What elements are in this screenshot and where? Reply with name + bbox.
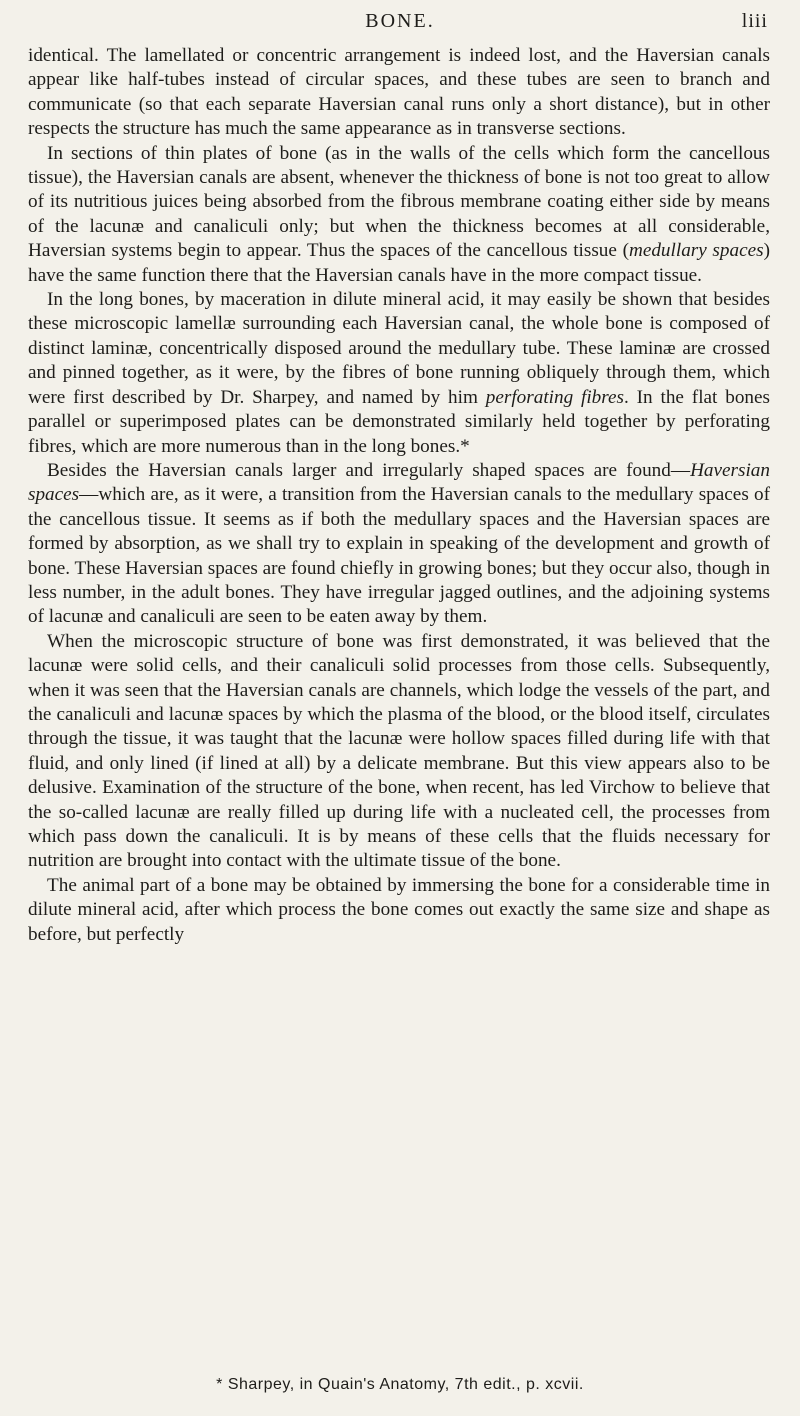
paragraph-3-text-a: In the long bones, by maceration in dilute mineral acid, it may easily be shown that besides these microscopic lamellæ surrounding each Haversian canal, the whole bone is composed of distinct laminæ, concentrically disposed around the medullary tube. These laminæ are crossed and pinned together, as it were, by the fibres of bone running obliquely through them, which were first described by Dr. Sharpey, and named by him bbox=[28, 289, 770, 408]
running-head: BONE. bbox=[365, 10, 435, 32]
paragraph-2-text-a: In sections of thin plates of bone (as in the walls of the cells which form the cancellous tissue), the Haversian canals are absent, whenever the thickness of bone is not too great to allow of its nutritious juices being absorbed from the fibrous membrane coating either side by means of the lacunæ and canaliculi only; but when the thickness becomes at all considerable, Haversian systems begin to appear. Thus the spaces of the cancellous tissue ( bbox=[28, 142, 770, 262]
paragraph-3 bbox=[28, 288, 770, 459]
paragraph-2 bbox=[28, 142, 770, 288]
footnote: * Sharpey, in Quain's Anatomy, 7th edit., p. xcvii. bbox=[216, 1376, 584, 1393]
paragraph-4-text-a: Besides the Haversian canals larger and irregularly shaped spaces are found— bbox=[47, 459, 691, 481]
paragraph-4 bbox=[28, 459, 770, 630]
italic-term-medullary-spaces: medullary spaces bbox=[628, 240, 764, 262]
page-header bbox=[0, 6, 800, 38]
paragraph-5: When the microscopic structure of bone was first demonstrated, it was believed that the lacunæ were solid cells, and their canaliculi solid processes from those cells. Subsequently, when it was seen that the Haversian canals are channels, which lodge the vessels of the part, and the canaliculi and lacunæ spaces by which the plasma of the blood, or the blood itself, circulates through the tissue, it was taught that the lacunæ were hollow spaces filled during life with that fluid, and only lined (if lined at all) by a delicate membrane. But this view appears also to be delusive. Examination of the structure of the bone, when recent, has led Virchow to believe that the so-called lacunæ are really filled up during life with a nucleated cell, the processes from which pass down the canaliculi. It is by means of these cells that the fluids necessary for nutrition are brought into contact with the ultimate tissue of the bone. bbox=[28, 630, 770, 872]
paragraph-1: identical. The lamellated or concentric arrangement is indeed lost, and the Haversian canals appear like half-tubes instead of circular spaces, and these tubes are seen to branch and communicate (so that each separate Haversian canal runs only a short distance), but in other respects the structure has much the same appearance as in transverse sections. bbox=[28, 45, 770, 140]
paragraph-3-text-b: . In the flat bones parallel or superimposed plates can be demonstrated similarly held together by perforating fibres, which are more numerous than in the long bones.* bbox=[28, 386, 770, 457]
paragraph-6: The animal part of a bone may be obtained by immersing the bone for a considerable time in dilute mineral acid, after which process the bone comes out exactly the same size and shape as before, but perfectly bbox=[28, 874, 770, 945]
page-number: liii bbox=[741, 10, 768, 32]
paragraph-2-text-b: ) have the same function there that the Haversian canals have in the more compact tissue. bbox=[28, 240, 770, 286]
italic-term-haversian-spaces: Haversian spaces bbox=[28, 459, 770, 506]
paragraph-4-text-b: —which are, as it were, a transition from the Haversian canals to the medullary spaces of the cancellous tissue. It seems as if both the medullary spaces and the Haversian spaces are formed by absorption, as we shall try to explain in speaking of the development and growth of bone. These Haversian spaces are found chiefly in growing bones; but they occur also, though in less number, in the adult bones. They have irregular jagged outlines, and the adjoining systems of lacunæ and canaliculi are seen to be eaten away by them. bbox=[28, 484, 770, 628]
body-text bbox=[28, 44, 770, 947]
italic-term-perforating-fibres: perforating fibres bbox=[485, 386, 625, 408]
